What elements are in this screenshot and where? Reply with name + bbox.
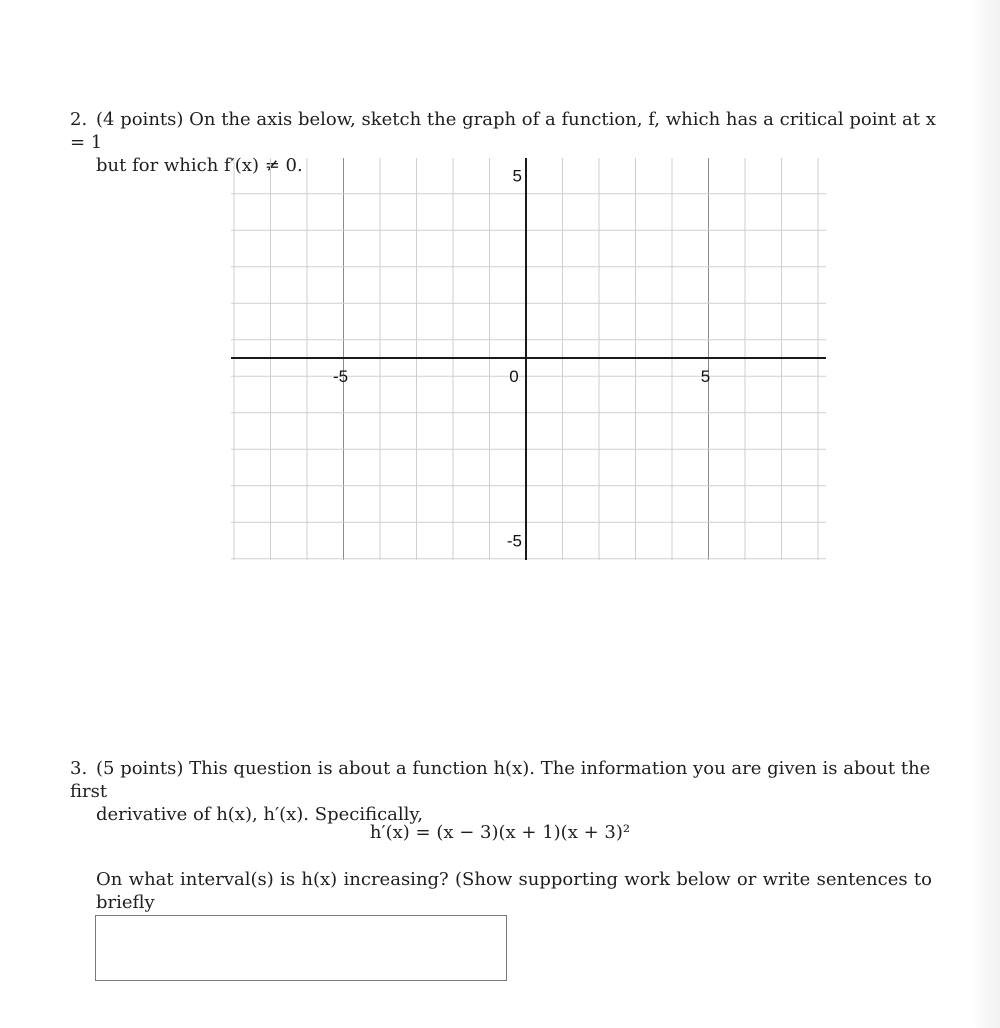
problem-3-statement: (5 points) This question is about a function h(x). The information you are given is about the first: [70, 758, 931, 802]
derivative-equation: h′(x) = (x − 3)(x + 1)(x + 3)²: [369, 822, 631, 843]
problem-2-statement: (4 points) On the axis below, sketch the graph of a function, f, which has a critical point at x = 1: [70, 109, 936, 153]
problem-2-number: 2.: [70, 109, 88, 130]
problem-3-line-1: [70, 757, 940, 803]
problem-3: [70, 757, 940, 826]
y-tick-label: -5: [506, 531, 522, 551]
problem-3-statement-cont: derivative of h(x), h′(x). Specifically,: [96, 804, 423, 825]
problem-2-statement-cont: but for which f′(x) ≠ 0.: [96, 155, 303, 176]
problem-3-number: 3.: [70, 758, 88, 779]
x-tick-label: 5: [700, 367, 711, 386]
problem-3-prompt-line-1: On what interval(s) is h(x) increasing? (Show supporting work below or write sentences to briefly: [96, 869, 932, 913]
x-tick-label: -5: [332, 367, 349, 386]
y-tick-label: 5: [512, 166, 522, 186]
answer-input-box[interactable]: [95, 915, 507, 981]
x-tick-label: 0: [509, 367, 519, 386]
